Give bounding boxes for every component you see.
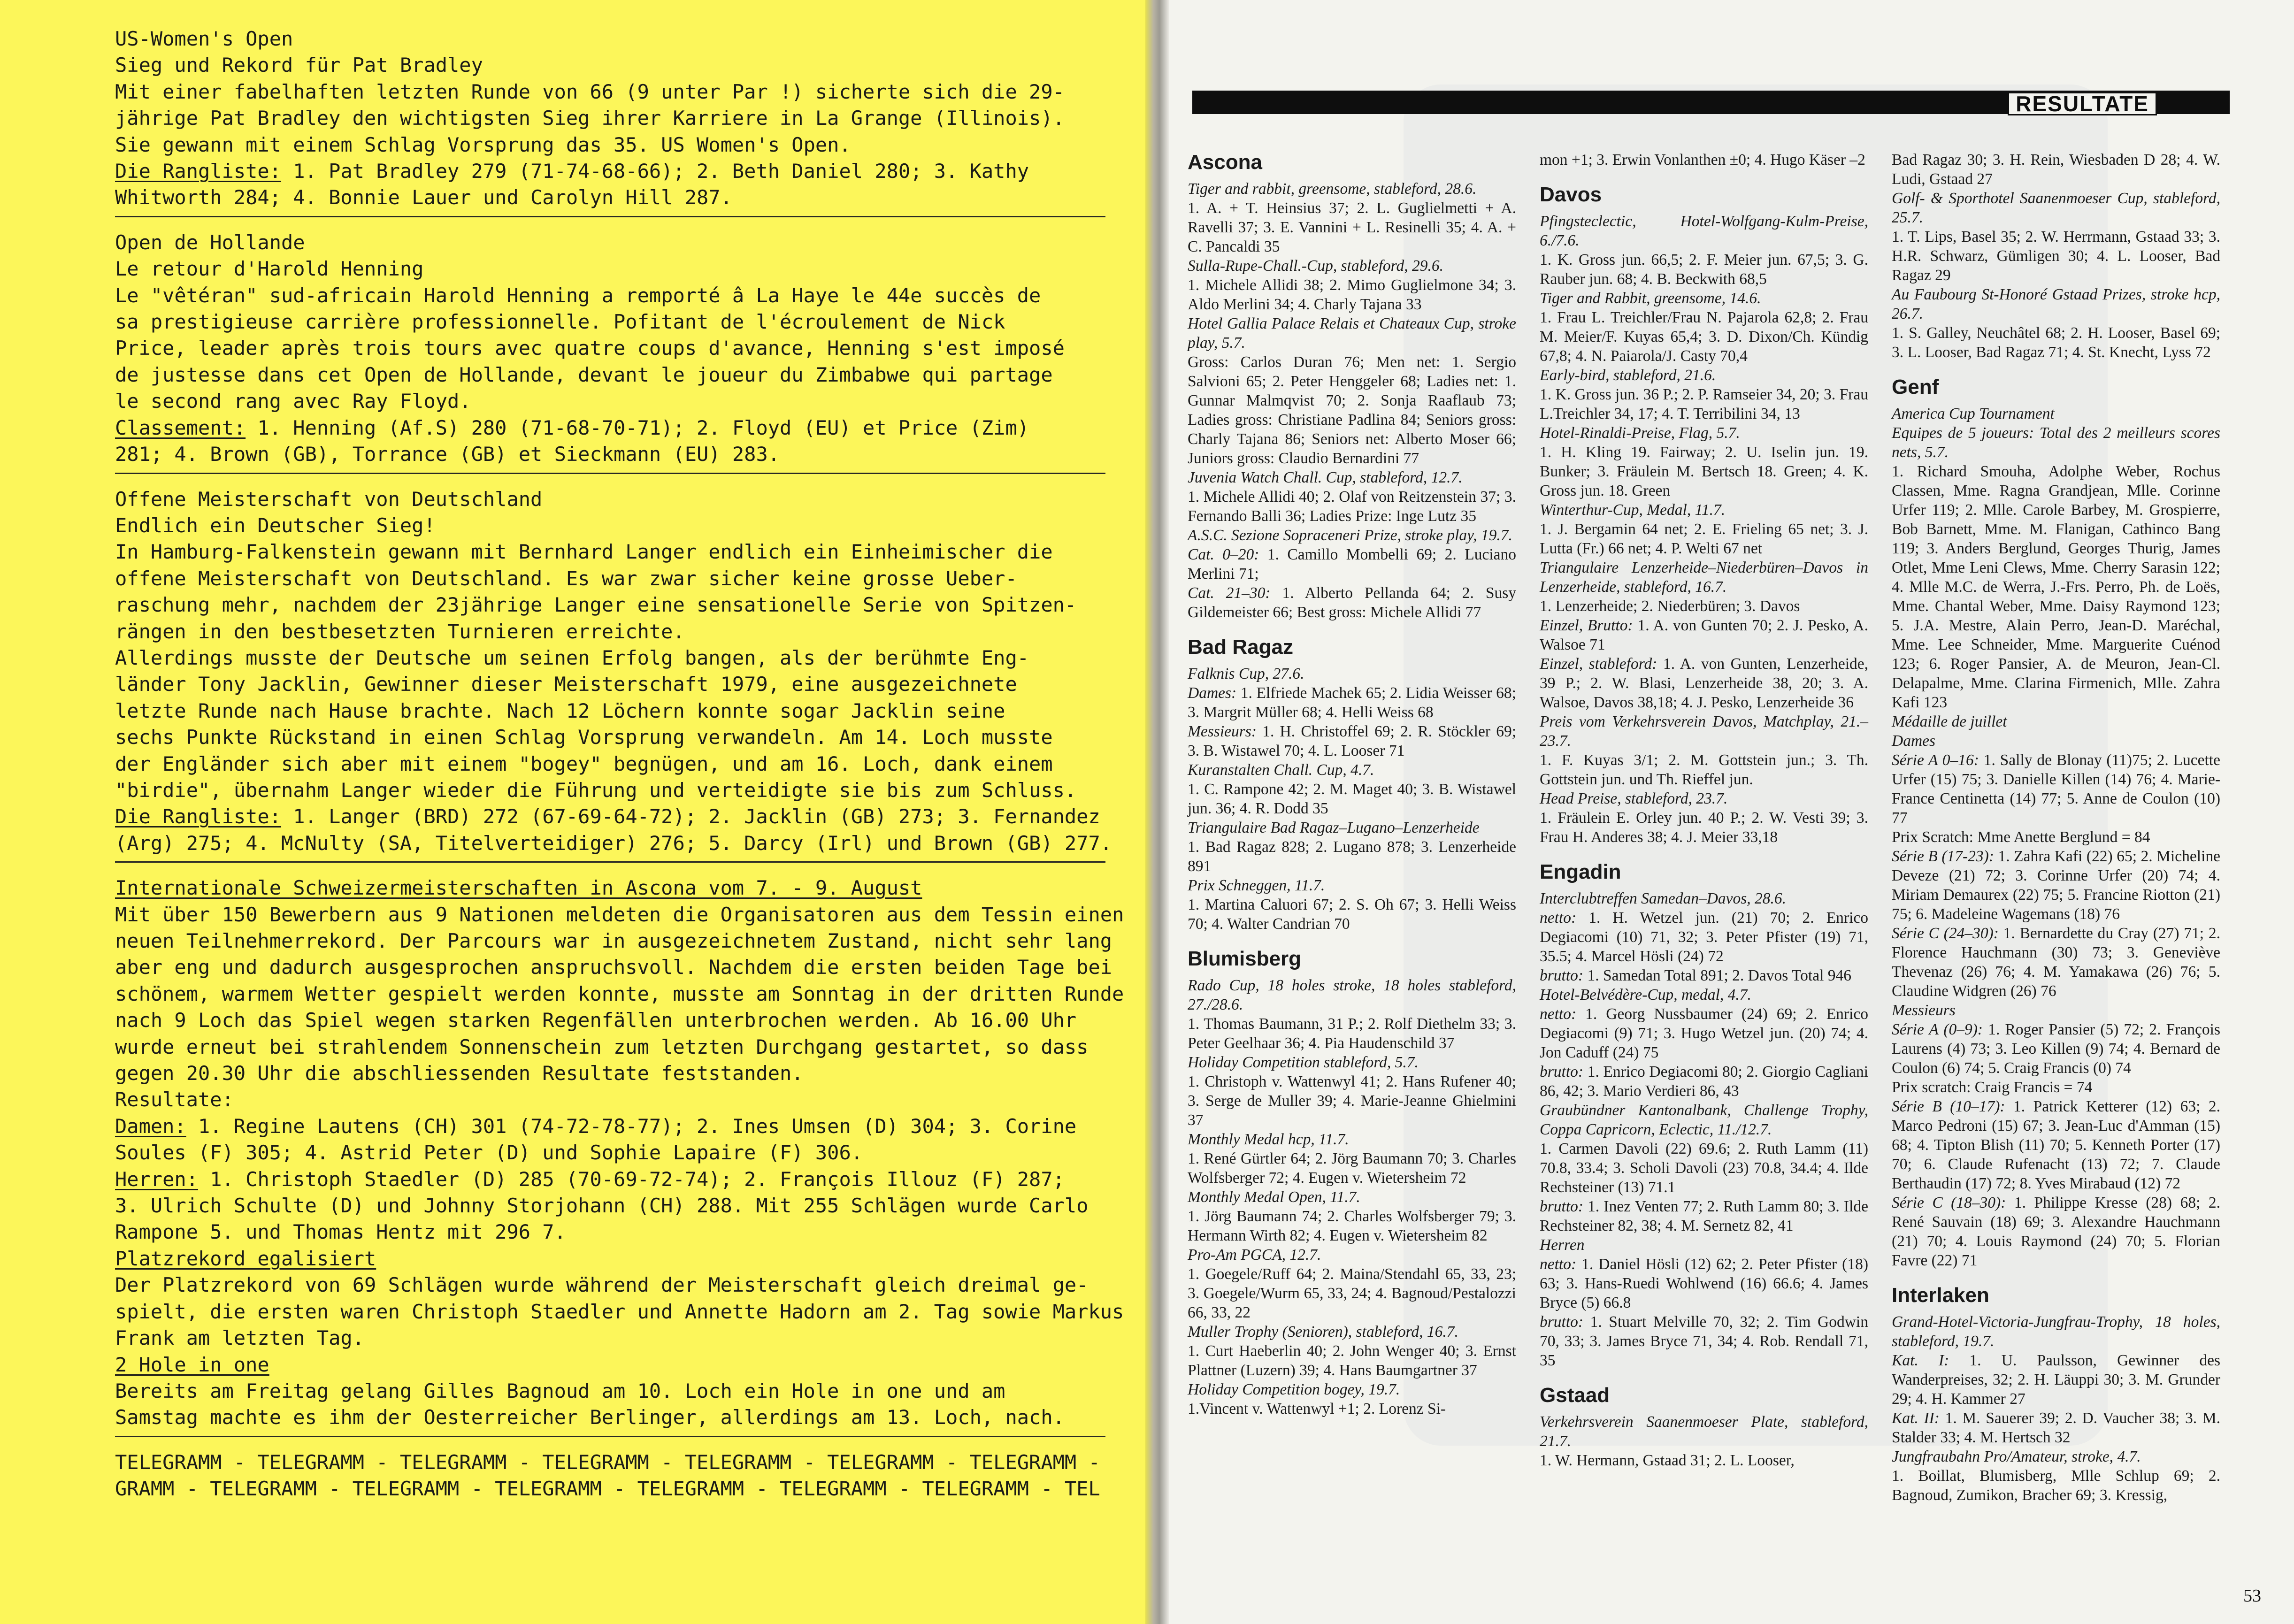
result-entry	[1188, 760, 1516, 780]
event-title: Au Faubourg St-Honoré Gstaad Prizes, stroke hcp, 26.7.	[1892, 286, 2220, 322]
article-line: Le "vêtéran" sud-africain Harold Henning a remporté â La Haye le 44e succès de	[115, 283, 1041, 307]
event-title: brutto:	[1540, 1063, 1584, 1080]
result-entry: 1.Vincent v. Wattenwyl +1; 2. Lorenz Si-	[1188, 1400, 1446, 1417]
event-title: Prix Schneggen, 11.7.	[1188, 877, 1325, 894]
result-entry: 1. F. Kuyas 3/1; 2. M. Gottstein jun.; 3. Th. Gottstein jun. und Th. Rieffel jun.	[1540, 751, 1868, 788]
article-line: "birdie", übernahm Langer wieder die Führung und verteidigte sie bis zum Schluss.	[115, 778, 1077, 802]
article-line: offene Meisterschaft von Deutschland. Es war zwar sicher keine grosse Ueber-	[115, 567, 1017, 590]
club-heading: Blumisberg	[1188, 947, 1302, 970]
result-entry	[1188, 1245, 1516, 1264]
article-line: letzte Runde nach Hause brachte. Nach 12 Löchern konnte sogar Jacklin seine	[115, 699, 1005, 722]
article-title: US-Women's Open	[115, 27, 293, 50]
result-entry: Prix scratch: Craig Francis = 74	[1892, 1079, 2093, 1096]
event-title: Jungfraubahn Pro/Amateur, stroke, 4.7.	[1892, 1448, 2141, 1465]
event-title: Einzel, Brutto:	[1540, 617, 1633, 634]
event-title: Médaille de juillet	[1892, 713, 2007, 730]
section-divider	[115, 1436, 1105, 1437]
telegram-banner	[115, 1449, 1103, 1502]
right-page	[1169, 0, 2294, 1624]
article-line: (Arg) 275; 4. McNulty (SA, Titelverteidiger) 276; 5. Darcy (Irl) und Brown (GB) 277.	[115, 831, 1112, 855]
result-entry: Messieurs: 1. H. Christoffel 69; 2. R. Stöckler 69; 3. B. Wistawel 70; 4. L. Looser 71	[1188, 723, 1516, 759]
article-line: sa prestigieuse carrière professionnelle. Pofitant de l'écroulement de Nick	[115, 310, 1005, 334]
article-line: Rampone 5. und Thomas Hentz mit 296 7.	[115, 1220, 566, 1244]
event-title: Triangulaire Lenzerheide–Niederbüren–Davos in Lenzerheide, stableford, 16.7.	[1540, 559, 1868, 596]
article-line: Damen: 1. Regine Lautens (CH) 301 (74-72-78-77); 2. Ines Umsen (D) 304; 3. Corine	[115, 1114, 1077, 1138]
result-entry: Einzel, Brutto: 1. A. von Gunten 70; 2. J. Pesko, A. Walsoe 71	[1540, 617, 1868, 653]
event-title: Hotel-Rinaldi-Preise, Flag, 5.7.	[1540, 424, 1740, 442]
event-title: Muller Trophy (Senioren), stableford, 16.7.	[1188, 1323, 1458, 1341]
article-line: länder Tony Jacklin, Gewinner dieser Meisterschaft 1979, eine ausgezeichnete	[115, 673, 1017, 696]
event-title: Messieurs	[1892, 1002, 1956, 1019]
article-line	[115, 1246, 1103, 1272]
result-entry: 1. A. + T. Heinsius 37; 2. L. Guglielmetti + A. Ravelli 37; 3. E. Vannini + L. Resinelli 35; 4. A. + C. Pancaldi 35	[1188, 199, 1516, 255]
article-line: wurde erneut bei strahlendem Sonnenschein zum letzten Durchgang gestartet, so dass	[115, 1035, 1089, 1058]
underlined-label: Platzrekord egalisiert	[115, 1247, 376, 1270]
event-title: Série C (18–30):	[1892, 1194, 2006, 1211]
article-section	[115, 26, 1103, 211]
underlined-label: Die Rangliste:	[115, 160, 282, 183]
article-line: Allerdings musste der Deutsche um seinen Erfolg bangen, als der berühmte Eng-	[115, 646, 1029, 669]
result-entry: Série C (18–30): 1. Philippe Kresse (28) 68; 2. René Sauvain (18) 69; 3. Alexandre Hauchmann (21) 70; 4. Louis Raymond (24) 70; 5. Florian Favre (22) 71	[1892, 1194, 2220, 1269]
result-entry: 1. W. Hermann, Gstaad 31; 2. L. Looser,	[1540, 1452, 1795, 1469]
club-heading: Gstaad	[1540, 1384, 1610, 1407]
article-line: der Engländer sich aber mit einem "bogey" begnügen, und am 16. Loch, dank einem	[115, 752, 1053, 775]
event-title: Hotel-Belvédère-Cup, medal, 4.7.	[1540, 986, 1751, 1004]
underlined-label: Classement:	[115, 416, 246, 439]
result-entry: 1. T. Lips, Basel 35; 2. W. Herrmann, Gstaad 33; 3. H.R. Schwarz, Gümligen 30; 4. L. Looser, Bad Ragaz 29	[1892, 228, 2220, 284]
result-entry: Einzel, stableford: 1. A. von Gunten, Lenzerheide, 39 P.; 2. W. Blasi, Lenzerheide 38, 20; 3. A. Walsoe, Davos 38,18; 4. J. Pesko, Lenzerheide 36	[1540, 655, 1869, 711]
result-entry: 1. Boillat, Blumisberg, Mlle Schlup 69; 2. Bagnoud, Zumikon, Bracher 69; 3. Kressig,	[1892, 1467, 2220, 1504]
article-line: Die Rangliste: 1. Pat Bradley 279 (71-74-68-66); 2. Beth Daniel 280; 3. Kathy	[115, 160, 1029, 183]
result-entry	[1540, 985, 1868, 1004]
result-entry: netto: 1. Georg Nussbaumer (24) 69; 2. Enrico Degiacomi (9) 71; 3. Hugo Wetzel jun. (20) 74; 4. Jon Caduff (24) 75	[1540, 1005, 1868, 1061]
telegram-line: GRAMM - TELEGRAMM - TELEGRAMM - TELEGRAMM - TELEGRAMM - TELEGRAMM - TELEGRAMM - TEL	[115, 1477, 1100, 1501]
result-entry	[1188, 1187, 1516, 1207]
event-title: Série A (0–9):	[1892, 1021, 1983, 1038]
result-entry	[1188, 1053, 1516, 1072]
result-entry: Gross: Carlos Duran 76; Men net: 1. Sergio Salvioni 65; 2. Peter Henggeler 68; Ladies net: 1. Gunnar Malmqvist 70; 2. Sonja Raaflaub 73; Ladies gross: Christiane Padlina 84; Seniors gross: Charly Tajana 86; Seniors net: Alberto Moser 66; Juniors gross: Claudio Bernardini 77	[1188, 353, 1516, 467]
result-entry: brutto: 1. Inez Venten 77; 2. Ruth Lamm 80; 3. Ilde Rechsteiner 82, 38; 4. M. Sernetz 82, 41	[1540, 1198, 1868, 1234]
article-title: Internationale Schweizermeisterschaften in Ascona vom 7. - 9. August	[115, 876, 922, 900]
result-entry	[1188, 179, 1516, 199]
result-entry	[1540, 1412, 1868, 1451]
club-heading: Davos	[1540, 183, 1602, 206]
result-entry: 1. H. Kling 19. Fairway; 2. U. Iselin jun. 19. Bunker; 3. Fräulein M. Bertsch 18. Green; 4. K. Gross jun. 18. Green	[1540, 444, 1868, 499]
underlined-label: Herren:	[115, 1167, 199, 1191]
article-line: spielt, die ersten waren Christoph Staedler und Annette Hadorn am 2. Tag sowie Markus	[115, 1300, 1124, 1323]
article-line: Mit über 150 Bewerbern aus 9 Nationen meldeten die Organisatoren aus dem Tessin einen	[115, 903, 1124, 926]
event-title: Triangulaire Bad Ragaz–Lugano–Lenzerheide	[1188, 819, 1480, 836]
result-entry	[1188, 664, 1516, 683]
section-divider	[115, 216, 1105, 217]
result-entry	[1188, 526, 1516, 545]
event-title: brutto:	[1540, 967, 1584, 984]
result-entry	[1540, 789, 1868, 808]
event-title: Série B (17-23):	[1892, 848, 1994, 865]
event-title: America Cup Tournament	[1892, 405, 2055, 422]
result-entry	[1188, 1130, 1516, 1149]
article-line: gegen 20.30 Uhr die abschliessenden Resultate feststanden.	[115, 1062, 804, 1085]
telegram-line: TELEGRAMM - TELEGRAMM - TELEGRAMM - TELEGRAMM - TELEGRAMM - TELEGRAMM - TELEGRAMM -	[115, 1450, 1100, 1474]
article-line: Sie gewann mit einem Schlag Vorsprung das 35. US Women's Open.	[115, 133, 851, 156]
result-entry: Série B (17-23): 1. Zahra Kafi (22) 65; 2. Micheline Deveze (21) 72; 3. Corinne Urfer (20) 74; 4. Miriam Demaurex (22) 75; 5. Francine Riotton (21) 75; 6. Madeleine Wagemans (18) 76	[1892, 848, 2220, 923]
result-entry	[1540, 366, 1868, 385]
event-title: Grand-Hotel-Victoria-Jungfrau-Trophy, 18 holes, stableford, 19.7.	[1892, 1313, 2220, 1350]
article-line: le second rang avec Ray Floyd.	[115, 390, 471, 413]
event-title: Série B (10–17):	[1892, 1098, 2005, 1115]
underlined-label: Die Rangliste:	[115, 805, 282, 828]
result-entry: Dames: 1. Elfriede Machek 65; 2. Lidia Weisser 68; 3. Margrit Müller 68; 4. Helli Weiss 68	[1188, 684, 1516, 721]
result-entry: 1. K. Gross jun. 36 P.; 2. P. Ramseier 34, 20; 3. Frau L.Treichler 34, 17; 4. T. Terribilini 34, 13	[1540, 386, 1868, 422]
section-divider	[115, 473, 1105, 474]
event-title: Juvenia Watch Chall. Cup, stableford, 12.7.	[1188, 469, 1463, 486]
event-title: Dames	[1892, 732, 1936, 750]
article-line	[115, 1352, 1103, 1378]
article-line: Bereits am Freitag gelang Gilles Bagnoud am 10. Loch ein Hole in one und am	[115, 1379, 1005, 1402]
result-entry	[1892, 1447, 2220, 1466]
result-entry	[1540, 289, 1868, 308]
event-title: brutto:	[1540, 1198, 1584, 1215]
event-title: Early-bird, stableford, 21.6.	[1540, 367, 1716, 384]
results-column-2	[1540, 150, 1868, 1470]
results-column-3	[1892, 150, 2220, 1505]
article-line: raschung mehr, nachdem der 23jährige Langer eine sensationelle Serie von Spitzen-	[115, 593, 1077, 617]
article-line: neuen Teilnehmerrekord. Der Parcours war in ausgezeichnetem Zustand, nicht sehr lang	[115, 929, 1112, 952]
article-section	[115, 875, 1124, 1431]
result-entry	[1892, 712, 2220, 731]
section-divider	[115, 861, 1105, 863]
article-line: jährige Pat Bradley den wichtigsten Sieg ihrer Karriere in La Grange (Illinois).	[115, 107, 1065, 130]
result-entry: netto: 1. H. Wetzel jun. (21) 70; 2. Enrico Degiacomi (10) 71, 32; 3. Peter Pfister (19) 71, 35.5; 4. Marcel Hösli (24) 72	[1540, 909, 1868, 965]
result-entry	[1892, 404, 2220, 423]
event-title: Head Preise, stableford, 23.7.	[1540, 790, 1728, 807]
result-entry: netto: 1. Daniel Hösli (12) 62; 2. Peter Pfister (18) 63; 3. Hans-Ruedi Wohlwend (16) 66.6; 4. James Bryce (5) 66.8	[1540, 1256, 1868, 1311]
event-title: Kuranstalten Chall. Cup, 4.7.	[1188, 761, 1374, 779]
result-entry	[1540, 1101, 1868, 1139]
event-title: Tiger and Rabbit, greensome, 14.6.	[1540, 290, 1761, 307]
event-title: Pfingsteclectic, Hotel-Wolfgang-Kulm-Preise, 6./7.6.	[1540, 213, 1868, 249]
article-line: Soules (F) 305; 4. Astrid Peter (D) und Sophie Lapaire (F) 306.	[115, 1141, 863, 1164]
event-title: Cat. 21–30:	[1188, 584, 1271, 602]
result-entry: 1. Curt Haeberlin 40; 2. John Wenger 40; 3. Ernst Plattner (Luzern) 39; 4. Hans Baumgartner 37	[1188, 1342, 1516, 1379]
article-line: Le retour d'Harold Henning	[115, 257, 424, 281]
event-title: Messieurs:	[1188, 723, 1257, 740]
event-title: Rado Cup, 18 holes stroke, 18 holes stableford, 27./28.6.	[1188, 977, 1516, 1013]
event-title: Preis vom Verkehrsverein Davos, Matchplay, 21.–23.7.	[1540, 713, 1868, 750]
event-title: Série A 0–16:	[1892, 751, 1979, 769]
result-entry: 1. Fräulein E. Orley jun. 40 P.; 2. W. Vesti 39; 3. Frau H. Anderes 38; 4. J. Meier 33,18	[1540, 809, 1868, 846]
article-line: Mit einer fabelhaften letzten Runde von 66 (9 unter Par !) sicherte sich die 29-	[115, 80, 1065, 103]
event-title: Falknis Cup, 27.6.	[1188, 665, 1304, 682]
result-entry: 1. Jörg Baumann 74; 2. Charles Wolfsberger 79; 3. Hermann Wirth 82; 4. Eugen v. Wietersheim 82	[1188, 1208, 1516, 1244]
results-column-1	[1188, 150, 1516, 1418]
result-entry: Série A (0–9): 1. Roger Pansier (5) 72; 2. François Laurens (4) 73; 3. Leo Killen (9) 74; 4. Bernard de Coulon (6) 74; 5. Craig Francis (0) 74	[1892, 1021, 2220, 1077]
result-entry: Kat. I: 1. U. Paulsson, Gewinner des Wanderpreises, 32; 2. H. Läuppi 30; 3. M. Grunder 29; 4. H. Kammer 27	[1892, 1352, 2220, 1408]
result-entry: Série A 0–16: 1. Sally de Blonay (11)75; 2. Lucette Urfer (15) 75; 3. Danielle Killen (14) 76; 4. Marie-France Centinetta (14) 77; 5. Anne de Coulon (10) 77	[1892, 751, 2220, 827]
event-title: A.S.C. Sezione Sopraceneri Prize, stroke play, 19.7.	[1188, 527, 1512, 544]
result-entry	[1540, 500, 1868, 520]
result-entry	[1540, 558, 1868, 597]
result-entry	[1540, 212, 1868, 250]
result-entry: 1. Christoph v. Wattenwyl 41; 2. Hans Rufener 40; 3. Serge de Muller 39; 4. Marie-Jeanne Ghielmini 37	[1188, 1073, 1516, 1129]
result-entry	[1892, 285, 2220, 323]
resultate-header-bar	[1192, 91, 2230, 114]
result-entry: Bad Ragaz 30; 3. H. Rein, Wiesbaden D 28; 4. W. Ludi, Gstaad 27	[1892, 151, 2220, 188]
article-line: nach 9 Loch das Spiel wegen starken Regenfällen unterbrochen werden. Ab 16.00 Uhr	[115, 1009, 1077, 1032]
club-heading: Interlaken	[1892, 1284, 1989, 1307]
event-title: Cat. 0–20:	[1188, 546, 1259, 563]
result-entry: 1. Thomas Baumann, 31 P.; 2. Rolf Diethelm 33; 3. Peter Geelhaar 36; 4. Pia Haudenschild 37	[1188, 1015, 1516, 1052]
result-entry: 1. René Gürtler 64; 2. Jörg Baumann 70; 3. Charles Wolfsberger 72; 4. Eugen v. Wietersheim 72	[1188, 1150, 1516, 1187]
article-line: sechs Punkte Rückstand in einen Schlag Vorsprung verwandeln. Am 14. Loch musste	[115, 726, 1053, 749]
article-line: In Hamburg-Falkenstein gewann mit Bernhard Langer endlich ein Einheimischer die	[115, 540, 1053, 564]
club-heading: Ascona	[1188, 151, 1262, 174]
result-entry: Prix Scratch: Mme Anette Berglund = 84	[1892, 828, 2150, 846]
event-title: Dames:	[1188, 684, 1237, 702]
club-heading: Genf	[1892, 375, 1939, 398]
article-line: Endlich ein Deutscher Sieg!	[115, 513, 436, 537]
article-line: rängen in den bestbesetzten Turnieren erreichte.	[115, 620, 685, 643]
result-entry: Cat. 0–20: 1. Camillo Mombelli 69; 2. Luciano Merlini 71;	[1188, 546, 1516, 582]
club-heading: Engadin	[1540, 860, 1621, 883]
result-entry	[1188, 256, 1516, 276]
article-line: Die Rangliste: 1. Langer (BRD) 272 (67-69-64-72); 2. Jacklin (GB) 273; 3. Fernandez	[115, 805, 1100, 828]
result-entry: Série B (10–17): 1. Patrick Ketterer (12) 63; 2. Marco Pedroni (15) 67; 3. Jean-Luc d'Amman (15) 68; 4. Tipton Blish (11) 70; 5. Kenneth Porter (17) 70; 6. Claude Rufenacht (13) 72; 7. Claude Berthaudin (17) 72; 8. Yves Mirabaud (12) 72	[1892, 1098, 2220, 1192]
event-title: Hotel Gallia Palace Relais et Chateaux Cup, stroke play, 5.7.	[1188, 315, 1516, 352]
event-title: Holiday Competition bogey, 19.7.	[1188, 1381, 1400, 1398]
article-title: Open de Hollande	[115, 230, 305, 254]
result-entry: 1. Michele Allidi 38; 2. Mimo Guglielmone 34; 3. Aldo Merlini 34; 4. Charly Tajana 33	[1188, 276, 1516, 313]
result-entry	[1540, 712, 1868, 751]
event-title: Monthly Medal hcp, 11.7.	[1188, 1131, 1349, 1148]
result-entry	[1188, 818, 1516, 837]
resultate-header-label: RESULTATE	[2008, 92, 2157, 115]
result-entry: 1. Bad Ragaz 828; 2. Lugano 878; 3. Lenzerheide 891	[1188, 838, 1516, 875]
result-entry	[1540, 889, 1868, 908]
result-entry	[1540, 1235, 1868, 1255]
result-entry: 1. Frau L. Treichler/Frau N. Pajarola 62,8; 2. Frau M. Meier/F. Kuyas 65,4; 3. D. Dixon/Ch. Kündig 67,8; 4. N. Paiarola/J. Casty 70,4	[1540, 309, 1868, 365]
result-entry: brutto: 1. Enrico Degiacomi 80; 2. Giorgio Cagliani 86, 42; 3. Mario Verdieri 86, 43	[1540, 1063, 1868, 1100]
result-entry: brutto: 1. Samedan Total 891; 2. Davos Total 946	[1540, 967, 1852, 984]
underlined-label: Damen:	[115, 1114, 186, 1138]
result-entry: 1. Martina Caluori 67; 2. S. Oh 67; 3. Helli Weiss 70; 4. Walter Candrian 70	[1188, 896, 1516, 933]
article-section	[115, 230, 1103, 468]
result-entry	[1892, 731, 2220, 751]
underlined-label: 2 Hole in one	[115, 1353, 269, 1376]
result-entry	[1892, 1001, 2220, 1020]
article-line: 3. Ulrich Schulte (D) und Johnny Storjohann (CH) 288. Mit 255 Schlägen wurde Carlo	[115, 1194, 1089, 1218]
result-entry: Kat. II: 1. M. Sauerer 39; 2. D. Vaucher 38; 3. M. Stalder 33; 4. M. Hertsch 32	[1892, 1410, 2220, 1446]
result-entry: mon +1; 3. Erwin Vonlanthen ±0; 4. Hugo Käser –2	[1540, 151, 1865, 169]
event-title: Interclubtreffen Samedan–Davos, 28.6.	[1540, 890, 1787, 907]
article-line: Samstag machte es ihm der Oesterreicher Berlinger, allerdings am 13. Loch, nach.	[115, 1406, 1065, 1429]
event-title: Graubündner Kantonalbank, Challenge Trophy, Coppa Capricorn, Eclectic, 11./12.7.	[1540, 1102, 1868, 1138]
event-title: Winterthur-Cup, Medal, 11.7.	[1540, 501, 1726, 519]
result-entry: 1. K. Gross jun. 66,5; 2. F. Meier jun. 67,5; 3. G. Rauber jun. 68; 4. B. Beckwith 68,5	[1540, 251, 1868, 288]
result-entry	[1188, 468, 1516, 487]
result-entry: 1. Carmen Davoli (22) 69.6; 2. Ruth Lamm (11) 70.8, 33.4; 3. Scholi Davoli (23) 70.8, 34.4; 4. Ilde Rechsteiner (13) 71.1	[1540, 1140, 1868, 1196]
article-section	[115, 486, 1112, 857]
article-line: Sieg und Rekord für Pat Bradley	[115, 54, 483, 77]
article-line: Price, leader après trois tours avec quatre coups d'avance, Henning s'est imposé	[115, 337, 1065, 360]
event-title: Tiger and rabbit, greensome, stableford, 28.6.	[1188, 180, 1477, 198]
page-number: 53	[2243, 1586, 2261, 1606]
result-entry: 1. Michele Allidi 40; 2. Olaf von Reitzenstein 37; 3. Fernando Balli 36; Ladies Prize: Inge Lutz 35	[1188, 488, 1516, 525]
event-title: netto:	[1540, 909, 1577, 927]
event-title: netto:	[1540, 1005, 1577, 1023]
result-entry	[1188, 1380, 1516, 1399]
article-line: Der Platzrekord von 69 Schlägen wurde während der Meisterschaft gleich dreimal ge-	[115, 1273, 1089, 1297]
event-title: Pro-Am PGCA, 12.7.	[1188, 1246, 1321, 1264]
event-title: Série C (24–30):	[1892, 925, 1999, 942]
result-entry	[1892, 189, 2220, 227]
article-line: Frank am letzten Tag.	[115, 1326, 365, 1350]
result-entry: 1. Richard Smouha, Adolphe Weber, Rochus Classen, Mme. Ragna Grandjean, Mlle. Corinne Urfer 119; 2. Mlle. Carole Barbey, M. Grospierre, Bob Barnett, Mme. M. Flanigan, Cathinco Bang 119; 3. Anders Berglund, Georges Thurig, James Otlet, Mme Leni Clews, Mme. Cherry Sarasin 122; 4. Mlle M.C. de Werra, J.-Frs. Perro, Ph. de Loës, Mme. Chantal Weber, Mme. Daisy Raymond 123; 5. J.A. Mestre, Alain Perro, Jean-D. Maréchal, Mme. Lee Schneider, Mme. Marguerite Cuénod 123; 6. Roger Pansier, A. de Meuron, Jean-Cl. Delapalme, Mme. Clarina Firmenich, Mlle. Zahra Kafi 123	[1892, 463, 2220, 711]
event-title: Equipes de 5 joueurs: Total des 2 meilleurs scores nets, 5.7.	[1892, 424, 2220, 461]
result-entry: Série C (24–30): 1. Bernardette du Cray (27) 71; 2. Florence Hauchmann (30) 73; 3. Geneviève Thevenaz (26) 76; 4. M. Yamakawa (26) 76; 5. Claudine Widgren (26) 76	[1892, 925, 2220, 1000]
article-title: Offene Meisterschaft von Deutschland	[115, 487, 543, 511]
left-page	[0, 0, 1145, 1624]
result-entry: 1. S. Galley, Neuchâtel 68; 2. H. Looser, Basel 69; 3. L. Looser, Bad Ragaz 71; 4. St. Knecht, Lyss 72	[1892, 324, 2220, 361]
result-entry	[1188, 976, 1516, 1014]
result-entry	[1540, 423, 1868, 443]
club-heading: Bad Ragaz	[1188, 636, 1293, 659]
article-line: de justesse dans cet Open de Hollande, devant le joueur du Zimbabwe qui partage	[115, 363, 1053, 386]
event-title: netto:	[1540, 1256, 1577, 1273]
event-title: Einzel, stableford:	[1540, 655, 1657, 673]
article-line: Classement: 1. Henning (Af.S) 280 (71-68-70-71); 2. Floyd (EU) et Price (Zim)	[115, 416, 1029, 439]
article-line: Herren: 1. Christoph Staedler (D) 285 (70-69-72-74); 2. François Illouz (F) 287;	[115, 1167, 1065, 1191]
event-title: brutto:	[1540, 1313, 1584, 1331]
event-title: Golf- & Sporthotel Saanenmoeser Cup, stableford, 25.7.	[1892, 190, 2220, 226]
page-spine	[1145, 0, 1169, 1624]
article-line: 281; 4. Brown (GB), Torrance (GB) et Sieckmann (EU) 283.	[115, 443, 780, 466]
result-entry: 1. Goegele/Ruff 64; 2. Maina/Stendahl 65, 33, 23; 3. Goegele/Wurm 65, 33, 24; 4. Bagnoud/Pestalozzi 66, 33, 22	[1188, 1265, 1516, 1321]
event-title: Holiday Competition stableford, 5.7.	[1188, 1054, 1419, 1071]
event-title: Herren	[1540, 1236, 1585, 1254]
article-line: Resultate:	[115, 1088, 234, 1111]
result-entry: 1. J. Bergamin 64 net; 2. E. Frieling 65 net; 3. J. Lutta (Fr.) 66 net; 4. P. Welti 67 net	[1540, 521, 1868, 557]
article-line: schönem, warmem Wetter gespielt werden konnte, musste am Sonntag in der dritten Runde	[115, 982, 1124, 1005]
event-title: Sulla-Rupe-Chall.-Cup, stableford, 29.6.	[1188, 257, 1443, 275]
result-entry: brutto: 1. Stuart Melville 70, 32; 2. Tim Godwin 70, 33; 3. James Bryce 71, 34; 4. Rob. Rendall 71, 35	[1540, 1313, 1868, 1369]
result-entry	[1892, 1312, 2220, 1351]
event-title: Verkehrsverein Saanenmoeser Plate, stableford, 21.7.	[1540, 1413, 1868, 1450]
result-entry: 1. Lenzerheide; 2. Niederbüren; 3. Davos	[1540, 598, 1800, 615]
event-title: Kat. II:	[1892, 1410, 1940, 1427]
event-title: Kat. I:	[1892, 1352, 1949, 1369]
article-line: aber eng und dadurch ausgesprochen anspruchsvoll. Nachdem die ersten beiden Tage bei	[115, 956, 1112, 979]
result-entry	[1892, 423, 2220, 462]
result-entry: 1. C. Rampone 42; 2. M. Maget 40; 3. B. Wistawel jun. 36; 4. R. Dodd 35	[1188, 781, 1516, 817]
result-entry	[1188, 314, 1516, 352]
event-title: Monthly Medal Open, 11.7.	[1188, 1188, 1360, 1206]
result-entry	[1188, 1322, 1516, 1341]
result-entry: Cat. 21–30: 1. Alberto Pellanda 64; 2. Susy Gildemeister 66; Best gross: Michele Allidi 77	[1188, 584, 1516, 621]
result-entry	[1188, 876, 1516, 895]
article-line: Whitworth 284; 4. Bonnie Lauer und Carolyn Hill 287.	[115, 186, 732, 209]
